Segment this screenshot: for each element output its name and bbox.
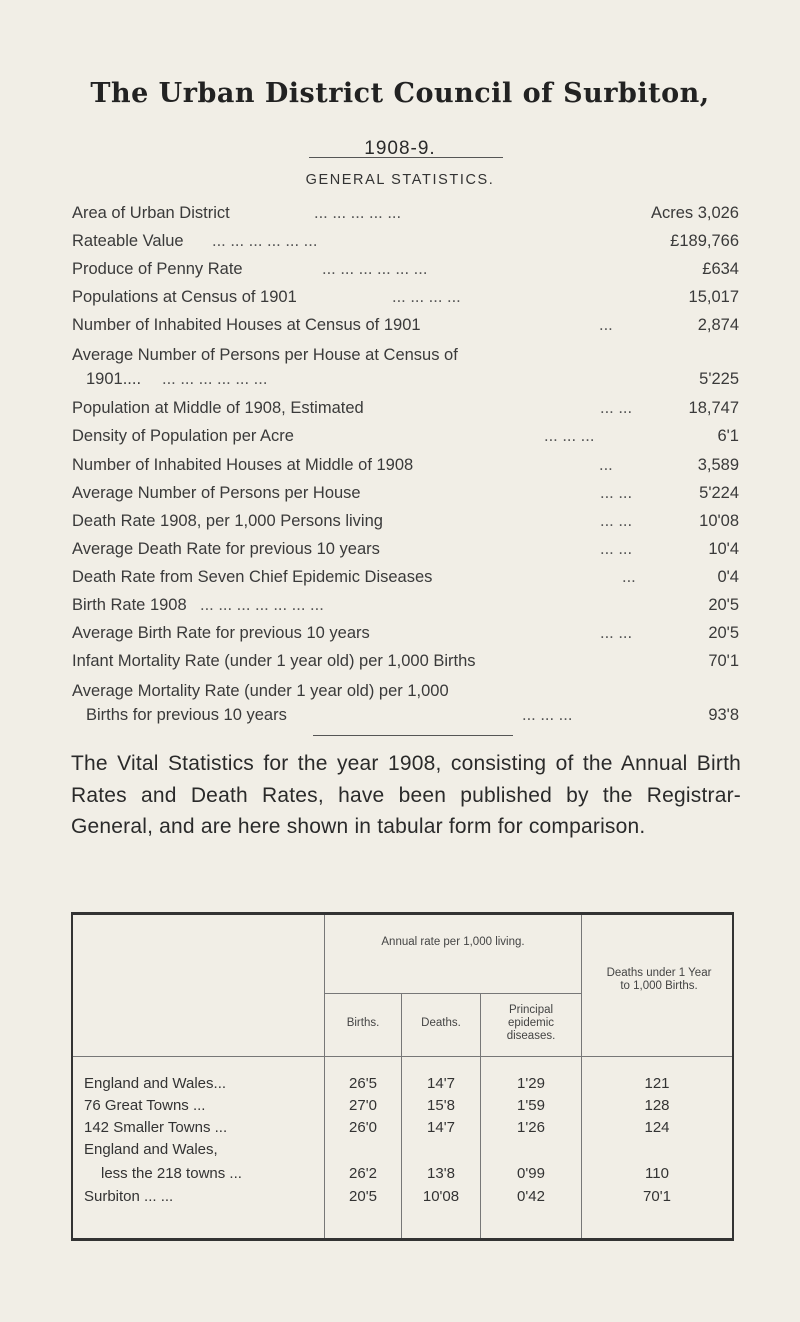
stat-value: 93'8 xyxy=(708,706,739,724)
stat-row xyxy=(72,537,739,561)
cell-deaths: 15'8 xyxy=(427,1097,455,1114)
table-row xyxy=(71,1075,734,1097)
document-title: The Urban District Council of Surbiton, xyxy=(90,78,710,109)
cell-infant: 110 xyxy=(645,1165,669,1182)
cell-births: 20'5 xyxy=(349,1188,377,1205)
cell-epidemic: 1'26 xyxy=(517,1119,545,1136)
leader-dots: ... ... xyxy=(600,624,633,642)
stat-label: Infant Mortality Rate (under 1 year old) per 1,000 Births xyxy=(72,652,476,670)
leader-dots: ... ... ... ... ... xyxy=(314,204,402,222)
stat-value: 18,747 xyxy=(688,399,739,417)
leader-dots: ... xyxy=(599,456,613,474)
stat-value: 0'4 xyxy=(717,568,739,586)
leader-dots: ... ... ... ... ... ... xyxy=(212,232,318,250)
stat-label: Death Rate from Seven Chief Epidemic Diseases xyxy=(72,568,433,586)
stat-row xyxy=(72,257,739,281)
row-name: England and Wales, xyxy=(84,1141,218,1158)
stat-label: Birth Rate 1908 xyxy=(72,596,187,614)
leader-dots: ... ... ... ... ... ... xyxy=(162,370,268,388)
stat-label: Average Number of Persons per House xyxy=(72,484,361,502)
stat-value: 15,017 xyxy=(688,288,739,306)
stat-label: Death Rate 1908, per 1,000 Persons living xyxy=(72,512,383,530)
header-epidemic: Principal epidemic diseases. xyxy=(506,1004,556,1042)
leader-dots: ... ... xyxy=(600,512,633,530)
stat-row xyxy=(72,481,739,505)
cell-deaths: 14'7 xyxy=(427,1075,455,1092)
cell-epidemic: 1'29 xyxy=(517,1075,545,1092)
stat-value: 5'225 xyxy=(699,370,739,388)
stat-label: Area of Urban District xyxy=(72,204,230,222)
table-row xyxy=(71,1141,734,1187)
stat-row xyxy=(72,285,739,309)
row-name: 142 Smaller Towns ... xyxy=(84,1119,228,1136)
table-top-border xyxy=(71,912,734,915)
stat-value: 3,589 xyxy=(697,456,739,474)
header-bottom-rule xyxy=(73,1056,732,1057)
header-infant-deaths: Deaths under 1 Year to 1,000 Births. xyxy=(606,967,712,992)
cell-infant: 124 xyxy=(644,1119,670,1136)
stat-label: Population at Middle of 1908, Estimated xyxy=(72,399,364,417)
stat-label-continued: 1901.... xyxy=(86,370,142,388)
table-row xyxy=(71,1119,734,1141)
stat-value: 10'08 xyxy=(699,512,739,530)
cell-deaths: 13'8 xyxy=(427,1165,455,1182)
leader-dots: ... ... ... ... ... ... xyxy=(322,260,428,278)
leader-dots: ... ... xyxy=(600,399,633,417)
stat-label: Average Mortality Rate (under 1 year old) per 1,000 xyxy=(72,682,449,700)
stat-label: Produce of Penny Rate xyxy=(72,260,243,278)
document-year: 1908-9. xyxy=(364,138,436,159)
cell-infant: 70'1 xyxy=(643,1188,671,1205)
stat-value: £189,766 xyxy=(670,232,739,250)
stat-value: 5'224 xyxy=(699,484,739,502)
leader-dots: ... ... xyxy=(600,484,633,502)
row-name-continued: less the 218 towns ... xyxy=(101,1165,242,1182)
cell-births: 26'2 xyxy=(349,1165,377,1182)
leader-dots: ... ... ... ... ... ... ... xyxy=(200,596,324,614)
cell-births: 27'0 xyxy=(349,1097,377,1114)
stat-row xyxy=(72,313,739,337)
table-row xyxy=(71,1097,734,1119)
stat-label: Average Birth Rate for previous 10 years xyxy=(72,624,370,642)
cell-births: 26'0 xyxy=(349,1119,377,1136)
row-name: Surbiton ... ... xyxy=(84,1188,174,1205)
stat-label: Populations at Census of 1901 xyxy=(72,288,297,306)
stat-label: Number of Inhabited Houses at Middle of 1908 xyxy=(72,456,414,474)
row-name: 76 Great Towns ... xyxy=(84,1097,206,1114)
stat-row xyxy=(72,396,739,420)
general-statistics-heading: GENERAL STATISTICS. xyxy=(305,172,495,188)
stat-row xyxy=(72,649,739,673)
stat-row xyxy=(72,229,739,253)
stat-value: 20'5 xyxy=(708,596,739,614)
row-name: England and Wales... xyxy=(84,1075,227,1092)
header-deaths: Deaths. xyxy=(421,1017,461,1029)
vital-statistics-paragraph: The Vital Statistics for the year 1908, consisting of the Annual Birth Rates and Death Rates, have been published by the Registrar-General, and are here shown in tabular form for comparison. xyxy=(71,752,741,838)
cell-deaths: 10'08 xyxy=(422,1188,460,1205)
stat-label: Average Number of Persons per House at Census of xyxy=(72,346,458,364)
stat-row xyxy=(72,679,739,729)
stat-value: 10'4 xyxy=(708,540,739,558)
leader-dots: ... ... xyxy=(600,540,633,558)
header-births: Births. xyxy=(346,1017,380,1029)
vital-statistics-table xyxy=(71,912,734,1242)
stat-row xyxy=(72,343,739,393)
leader-dots: ... ... ... xyxy=(544,427,595,445)
cell-epidemic: 0'42 xyxy=(517,1188,545,1205)
stat-label-continued: Births for previous 10 years xyxy=(86,706,287,724)
stat-value: Acres 3,026 xyxy=(650,204,739,222)
table-bottom-border xyxy=(71,1238,734,1241)
stat-label: Average Death Rate for previous 10 years xyxy=(72,540,380,558)
stat-value: 70'1 xyxy=(708,652,739,670)
stat-label: Number of Inhabited Houses at Census of 1901 xyxy=(72,316,421,334)
stat-value: £634 xyxy=(702,260,739,278)
cell-deaths: 14'7 xyxy=(427,1119,455,1136)
leader-dots: ... xyxy=(599,316,613,334)
stat-label: Rateable Value xyxy=(72,232,184,250)
cell-infant: 128 xyxy=(644,1097,670,1114)
title-divider xyxy=(309,157,503,158)
cell-infant: 121 xyxy=(644,1075,670,1092)
group-header-rule xyxy=(324,993,581,994)
stat-row xyxy=(72,453,739,477)
stat-row xyxy=(72,593,739,617)
stat-value: 2,874 xyxy=(697,316,739,334)
stat-row xyxy=(72,424,739,448)
leader-dots: ... xyxy=(622,568,636,586)
stat-row xyxy=(72,621,739,645)
stat-row xyxy=(72,565,739,589)
stat-row xyxy=(72,201,739,225)
stat-value: 6'1 xyxy=(717,427,739,445)
cell-births: 26'5 xyxy=(349,1075,377,1092)
stat-value: 20'5 xyxy=(708,624,739,642)
table-row xyxy=(71,1188,734,1210)
group-header: Annual rate per 1,000 living. xyxy=(381,936,525,948)
leader-dots: ... ... ... ... xyxy=(392,288,461,306)
section-divider xyxy=(313,735,513,736)
cell-epidemic: 0'99 xyxy=(517,1165,545,1182)
stat-row xyxy=(72,509,739,533)
cell-epidemic: 1'59 xyxy=(517,1097,545,1114)
leader-dots: ... ... ... xyxy=(522,706,573,724)
stat-label: Density of Population per Acre xyxy=(72,427,294,445)
